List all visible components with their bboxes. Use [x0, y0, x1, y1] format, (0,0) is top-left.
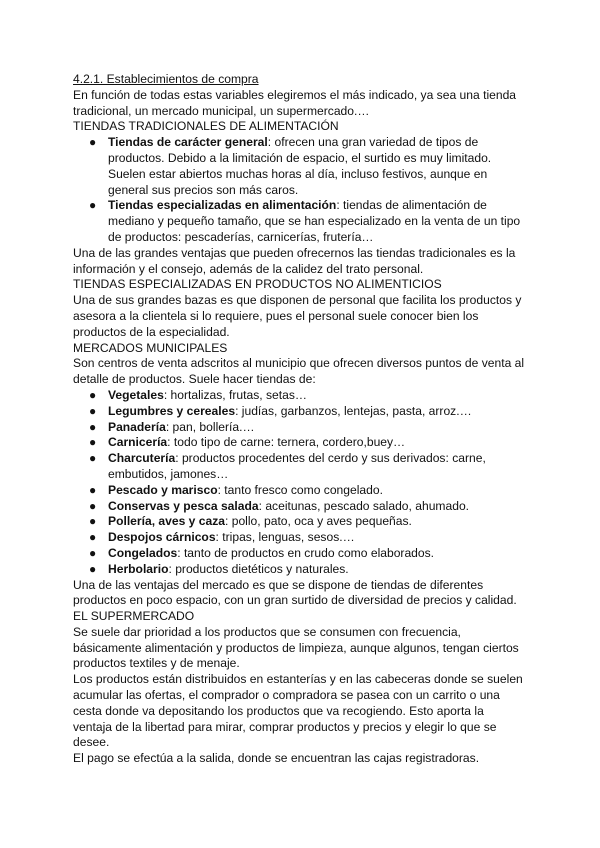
item-text: : ofrecen una gran variedad de tipos de productos. Debido a la limitación de espacio, el surtido es muy limitado. Suelen estar abiertos muchas horas al día, incluso festivos, aunque en general sus precios son más caros.: [108, 135, 492, 197]
supermarket-paragraph-2: Los productos están distribuidos en estanterías y en las cabeceras donde se suelen acumular las ofertas, el comprador o compradora se pasea con un carrito o una cesta donde va depositando los productos que va recogiendo. Esto aporta la ventaja de la libertad para mirar, comprar productos y precios y elegir lo que se desee.: [73, 672, 523, 750]
item-text: : tripas, lenguas, sesos.…: [215, 530, 355, 545]
item-text: : tanto de productos en crudo como elaborados.: [177, 545, 435, 560]
markets-conclusion: Una de las ventajas del mercado es que se dispone de tiendas de diferentes productos en poco espacio, con un gran surtido de diversidad de precios y calidad.: [73, 577, 517, 608]
bullet-icon: ●: [89, 435, 97, 450]
list-item: [73, 135, 525, 198]
traditional-conclusion: Una de las grandes ventajas que pueden ofrecernos las tiendas tradicionales es la información y el consejo, además de la calidez del trato personal.: [73, 245, 516, 276]
item-term: Legumbres y cereales: [108, 403, 236, 418]
item-text: : tanto fresco como congelado.: [217, 482, 383, 497]
item-text: : judías, garbanzos, lentejas, pasta, arroz.…: [235, 403, 472, 418]
item-text: : tiendas de alimentación de mediano y pequeño tamaño, que se han especializado en la venta de un tipo de productos: pescaderías, carnicerías, frutería…: [108, 198, 521, 244]
item-text: : aceitunas, pescado salado, ahumado.: [258, 498, 470, 513]
bullet-icon: ●: [89, 482, 97, 497]
bullet-icon: ●: [89, 514, 97, 529]
section-title-supermarket: EL SUPERMERCADO: [73, 609, 195, 624]
markets-paragraph: Son centros de venta adscritos al municipio que ofrecen diversos puntos de venta al detalle de productos. Suele hacer tiendas de:: [73, 356, 525, 387]
item-term: Charcutería: [108, 451, 176, 466]
item-text: : pan, bollería.…: [165, 419, 255, 434]
nonfood-paragraph: Una de sus grandes bazas es que disponen de personal que facilita los productos y asesora a la clientela si lo requiere, pues el personal suele conocer bien los productos de la especialidad.: [73, 293, 522, 339]
list-item: [73, 530, 525, 546]
supermarket-paragraph-3: El pago se efectúa a la salida, donde se encuentran las cajas registradoras.: [73, 751, 480, 766]
section-title-markets: MERCADOS MUNICIPALES: [73, 340, 228, 355]
item-term: Congelados: [108, 545, 178, 560]
list-item: [73, 404, 525, 420]
bullet-icon: ●: [89, 403, 97, 418]
item-term: Pollería, aves y caza: [108, 514, 225, 529]
intro-paragraph: En función de todas estas variables elegiremos el más indicado, ya sea una tienda tradicional, un mercado municipal, un supermercado.…: [73, 87, 517, 118]
bullet-icon: ●: [89, 135, 97, 150]
item-term: Herbolario: [108, 561, 169, 576]
item-term: Vegetales: [108, 387, 164, 402]
item-text: : pollo, pato, oca y aves pequeñas.: [225, 514, 412, 529]
item-term: Despojos cárnicos: [108, 530, 216, 545]
supermarket-paragraph-1: Se suele dar prioridad a los productos que se consumen con frecuencia, básicamente alimentación y productos de limpieza, aunque algunos, tengan ciertos productos textiles y de menaje.: [73, 624, 519, 671]
item-term: Conservas y pesca salada: [108, 498, 259, 513]
bullet-icon: ●: [89, 545, 97, 560]
item-term: Pescado y marisco: [108, 482, 218, 497]
section-title-traditional: TIENDAS TRADICIONALES DE ALIMENTACIÓN: [73, 119, 339, 134]
bullet-icon: ●: [89, 387, 97, 402]
list-item: [73, 562, 525, 578]
section-title-nonfood: TIENDAS ESPECIALIZADAS EN PRODUCTOS NO ALIMENTICIOS: [73, 277, 442, 292]
list-item: [73, 420, 525, 436]
document-page: [73, 72, 525, 767]
list-item: [73, 388, 525, 404]
list-item: [73, 198, 525, 245]
item-text: : todo tipo de carne: ternera, cordero,buey…: [167, 435, 406, 450]
item-term: Panadería: [108, 419, 166, 434]
item-term: Carnicería: [108, 435, 168, 450]
markets-list: [73, 388, 525, 578]
bullet-icon: ●: [89, 530, 97, 545]
item-term: Tiendas especializadas en alimentación: [108, 198, 337, 213]
item-text: : productos procedentes del cerdo y sus derivados: carne, embutidos, jamones…: [108, 451, 486, 481]
bullet-icon: ●: [89, 451, 97, 466]
bullet-icon: ●: [89, 561, 97, 576]
item-term: Tiendas de carácter general: [108, 135, 268, 150]
traditional-list: [73, 135, 525, 246]
item-text: : hortalizas, frutas, setas…: [163, 387, 307, 402]
item-text: : productos dietéticos y naturales.: [168, 561, 349, 576]
bullet-icon: ●: [89, 198, 97, 213]
section-heading: 4.2.1. Establecimientos de compra: [73, 72, 259, 86]
bullet-icon: ●: [89, 498, 97, 513]
list-item: [73, 499, 525, 515]
bullet-icon: ●: [89, 419, 97, 434]
list-item: [73, 483, 525, 499]
list-item: [73, 451, 525, 483]
list-item: [73, 435, 525, 451]
list-item: [73, 546, 525, 562]
list-item: [73, 514, 525, 530]
